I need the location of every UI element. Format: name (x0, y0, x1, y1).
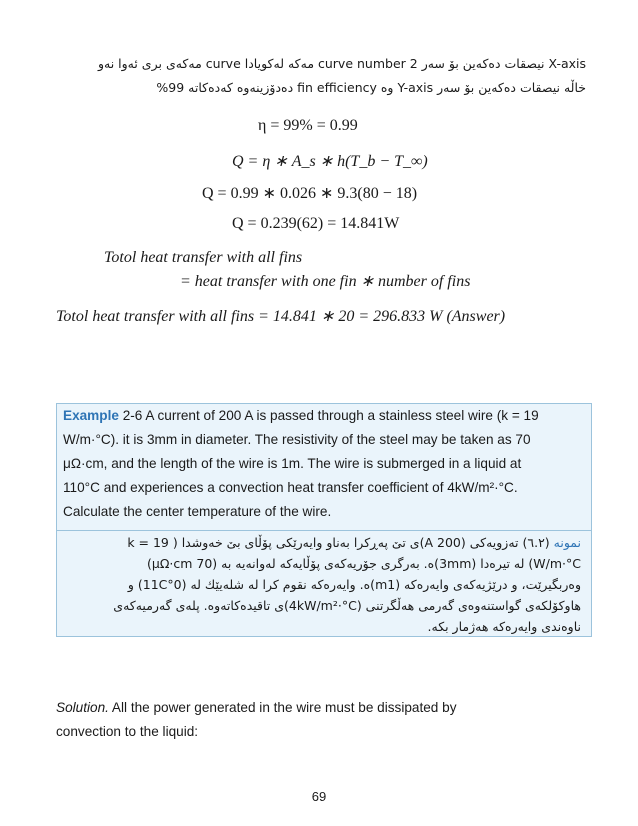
kurdish-example-line-3: وەربگیرێت، و درێژیەکەی وایەرەکە (m1)ە. وایەرەکە نقوم کرا لە شلەیێك لە (11C°0) و (127, 577, 581, 592)
solution-label: Solution. (56, 700, 109, 715)
solution-line-1-text: All the power generated in the wire must be dissipated by (108, 700, 457, 715)
kurdish-example-line-4: هاوکۆلکەی گواستنەوەی گەرمی هەڵگرتنی (4kW/m²·°C)ی تاقیدەکاتەوە. پلەی گەرمیەکەی (113, 598, 581, 613)
total-heat-transfer-line-1: Totol heat transfer with all fins (104, 249, 303, 266)
kurdish-example-line-1 (127, 535, 581, 550)
example-line-2: W/m·°C). it is 3mm in diameter. The resistivity of the steel may be taken as 70 (63, 432, 531, 447)
kurdish-example-line-5: ناوەندی وایەرەکە هەژمار بکە. (427, 619, 581, 634)
heat-rate-result: Q = 0.239(62) = 14.841W (232, 215, 400, 232)
example-label: Example (63, 408, 119, 423)
example-line-1 (63, 408, 539, 423)
total-heat-transfer-result: Totol heat transfer with all fins = 14.841 ∗ 20 = 296.833 W (Answer) (56, 308, 506, 325)
kurdish-example-line-2: W/m·°C) لە تیرەدا (3mm)ە. بەرگری جۆریەکەی پۆڵایەکە لەوانەیە بە (70 μΩ·cm) (146, 556, 581, 571)
intro-line-2: خاڵە نیصقات دەکەین بۆ سەر Y-axis وە fin efficiency دەدۆزینەوە کەدەکاتە 99% (156, 80, 586, 95)
example-divider (57, 530, 591, 531)
heat-rate-formula: Q = η ∗ A_s ∗ h(T_b − T_∞) (232, 153, 428, 170)
example-box (56, 403, 592, 637)
total-heat-transfer-line-2: = heat transfer with one fin ∗ number of fins (180, 273, 471, 290)
solution-line-1 (56, 700, 457, 715)
example-line-3: μΩ·cm, and the length of the wire is 1m. The wire is submerged in a liquid at (63, 456, 522, 471)
page-number: 69 (311, 789, 327, 804)
kurdish-example-line-1-text: (٦.٢) تەزویەکی (200 A)ی تێ پەڕکرا بەناو وایەرێکی پۆڵای بێ خەوشدا ( k = 19 (127, 535, 554, 550)
intro-line-1: X-axis نیصقات دەکەین بۆ سەر curve number 2 مەکە لەکویادا curve مەکەی بری ئەوا نەو (97, 56, 586, 71)
solution-line-2: convection to the liquid: (56, 724, 199, 739)
example-line-5: Calculate the center temperature of the wire. (63, 504, 332, 519)
heat-rate-substitution: Q = 0.99 ∗ 0.026 ∗ 9.3(80 − 18) (202, 185, 418, 202)
kurdish-example-label: نمونە (553, 535, 581, 550)
eta-equation: η = 99% = 0.99 (258, 117, 358, 134)
example-line-4: 110°C and experiences a convection heat transfer coefficient of 4kW/m²·°C. (63, 480, 518, 495)
example-line-1-text: 2-6 A current of 200 A is passed through a stainless steel wire (k = 19 (118, 408, 539, 423)
